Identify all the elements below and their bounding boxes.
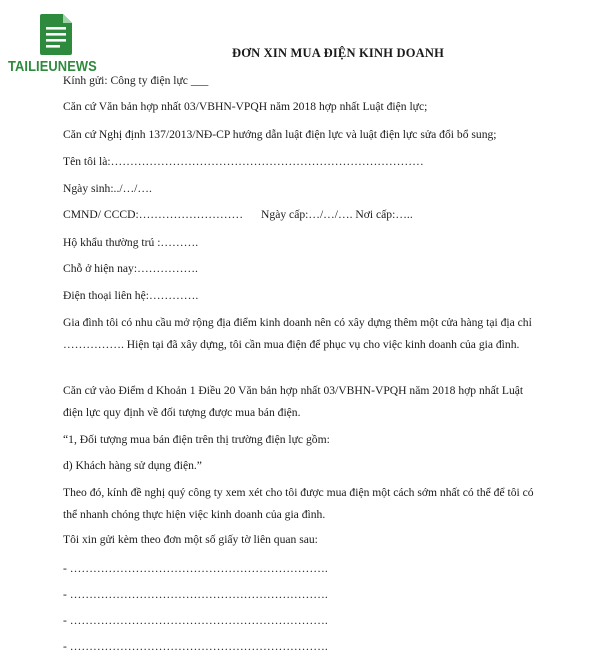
legal-reference-paragraph: Căn cứ vào Điểm d Khoản 1 Điều 20 Văn bản hợp nhất 03/VBHN-VPQH năm 2018 hợp nhất Luật điện lực quy định về đối tượng được mua bán điện. — [63, 384, 524, 419]
attachment-item: - …………………………………………………………. — [63, 640, 328, 653]
document-title — [0, 46, 600, 61]
proposal-paragraph: Theo đó, kính đề nghị quý công ty xem xét cho tôi được mua điện một cách sớm nhất có thể để tôi có thể nhanh chóng thực hiện việc kinh doanh của gia đình. — [63, 486, 534, 521]
phone-field: Điện thoại liên hệ:…………. — [63, 289, 199, 302]
household-field: Hộ khẩu thường trú :………. — [63, 236, 199, 249]
id-line — [63, 208, 413, 222]
id-number-field: CMND/ CCCD:……………………… — [63, 208, 244, 221]
id-issue-field: Ngày cấp:…/…/…. Nơi cấp:….. — [261, 208, 413, 221]
brand-name: TAILIEUNEWS — [8, 58, 97, 75]
attachment-item: - …………………………………………………………. — [63, 614, 328, 627]
brand-logo — [6, 12, 102, 75]
birthdate-field: Ngày sinh:../…/…. — [63, 182, 152, 195]
attachment-item: - …………………………………………………………. — [63, 562, 328, 575]
quote-line-1: “1, Đối tượng mua bán điện trên thị trường điện lực gồm: — [63, 433, 330, 446]
legal-basis-1: Căn cứ Văn bản hợp nhất 03/VBHN-VPQH năm 2018 hợp nhất Luật điện lực; — [63, 100, 428, 113]
quote-line-2: d) Khách hàng sử dụng điện.” — [63, 459, 202, 472]
name-field: Tên tôi là:……………………………………………………………………… — [63, 155, 424, 168]
attachment-item: - …………………………………………………………. — [63, 588, 328, 601]
legal-basis-2: Căn cứ Nghị định 137/2013/NĐ-CP hướng dẫn luật điện lực và luật điện lực sửa đổi bổ sung; — [63, 128, 497, 141]
request-paragraph: Gia đình tôi có nhu cầu mở rộng địa điểm kinh doanh nên có xây dựng thêm một cửa hàng tại địa chỉ ……………. Hiện tại đã xây dựng, tôi cần mua điện để phục vụ cho việc kinh doanh của gia đình. — [63, 316, 532, 351]
recipient-line: Kính gửi: Công ty điện lực ___ — [63, 74, 209, 87]
attachments-intro: Tôi xin gửi kèm theo đơn một số giấy tờ liên quan sau: — [63, 533, 318, 546]
residence-field: Chỗ ở hiện nay:……………. — [63, 262, 198, 275]
title-text: ĐƠN XIN MUA ĐIỆN KINH DOANH — [231, 46, 444, 60]
